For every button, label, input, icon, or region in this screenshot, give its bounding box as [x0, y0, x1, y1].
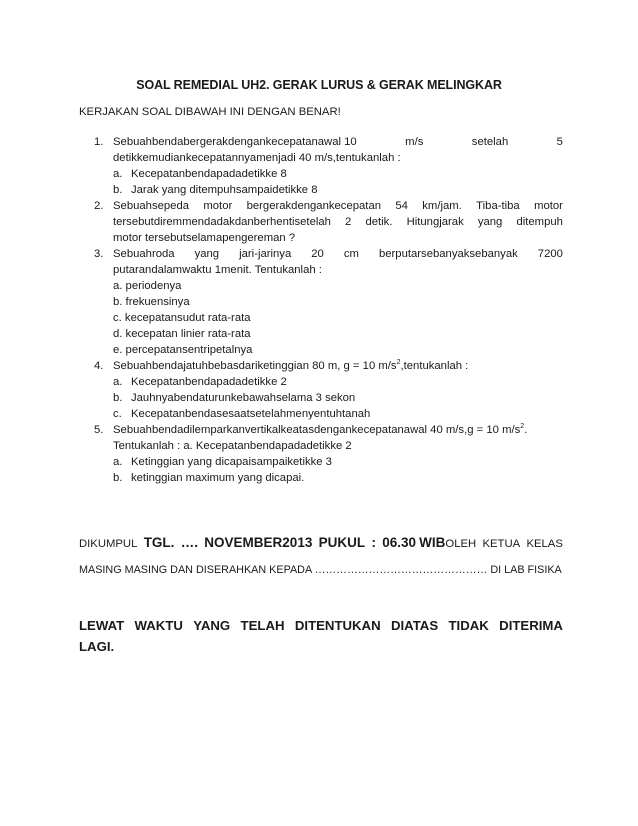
warning-word: YANG: [193, 618, 231, 633]
question-1b-text: Jarak yang ditempuhsampaidetikke 8: [131, 184, 318, 196]
question-2-word: Sebuahsepeda: [113, 200, 190, 212]
question-2-word: bergerakdengankecepatan: [246, 200, 382, 212]
question-2-line-2: [113, 215, 563, 229]
warning-word: WAKTU: [134, 618, 183, 633]
question-1a-label: a.: [113, 168, 123, 180]
question-4b-label: b.: [113, 392, 123, 404]
warning-word: TIDAK: [448, 618, 489, 633]
question-2-word: yang: [477, 216, 503, 228]
question-3-word: berputarsebanyaksebanyak: [378, 248, 518, 260]
question-3-line-1: [113, 247, 563, 261]
question-4c-label: c.: [113, 408, 122, 420]
question-3-word: cm: [343, 248, 359, 260]
warning-line-1: [79, 616, 563, 636]
question-5a-text: Ketinggian yang dicapaisampaiketikke 3: [131, 456, 332, 468]
question-1a-text: Kecepatanbendapadadetikke 8: [131, 168, 287, 180]
question-2-word: tersebutdiremmendadakdanberhentisetelah: [113, 216, 331, 228]
question-2-word: Tiba-tiba: [476, 200, 520, 212]
question-1-line-1: [113, 135, 563, 149]
submission-date: NOVEMBER2013: [204, 535, 313, 550]
question-5-number: 5.: [94, 424, 104, 436]
question-3-item-e: e. percepatansentripetalnya: [113, 344, 253, 356]
question-1-word: setelah: [471, 136, 509, 148]
submission-word: PUKUL: [318, 535, 366, 550]
question-3-item-d: d. kecepatan linier rata-rata: [113, 328, 251, 340]
question-5-text: Sebuahbendadilemparkanvertikalkeatasdengankecepatanawal 40 m/s,g = 10 m/s: [113, 424, 521, 436]
document-title: SOAL REMEDIAL UH2. GERAK LURUS & GERAK MELINGKAR: [136, 78, 502, 92]
warning-word: DITENTUKAN: [294, 618, 381, 633]
question-1-line-2: detikkemudiankecepatannyamenjadi 40 m/s,tentukanlah :: [113, 152, 401, 164]
question-3-line-2: putarandalamwaktu 1menit. Tentukanlah :: [113, 264, 322, 276]
submission-time: 06.30: [382, 535, 417, 550]
warning-word: LEWAT: [79, 618, 125, 633]
warning-word: TELAH: [240, 618, 285, 633]
question-3-word: jari-jarinya: [239, 248, 292, 260]
question-2-word: 2: [345, 216, 352, 228]
question-2-word: motor: [534, 200, 563, 212]
question-1-word: Sebuahbendabergerakdengankecepatanawal 10: [113, 136, 357, 148]
instruction-text: KERJAKAN SOAL DIBAWAH INI DENGAN BENAR!: [79, 106, 341, 118]
submission-word: :: [371, 535, 376, 550]
question-5b-label: b.: [113, 472, 123, 484]
question-4b-text: Jauhnyabendaturunkebawahselama 3 sekon: [131, 392, 356, 404]
warning-word: DIATAS: [390, 618, 439, 633]
submission-word: KETUA: [482, 538, 521, 550]
question-2-word: Hitungjarak: [406, 216, 464, 228]
question-4c-text: Kecepatanbendasesaatsetelahmenyentuhtanah: [131, 408, 371, 420]
question-2-word: ditempuh: [516, 216, 563, 228]
submission-line-1: [79, 536, 563, 551]
question-5a-label: a.: [113, 456, 123, 468]
question-4a-label: a.: [113, 376, 123, 388]
question-4a-text: Kecepatanbendapadadetikke 2: [131, 376, 287, 388]
question-1-word: m/s: [405, 136, 424, 148]
question-2-number: 2.: [94, 200, 104, 212]
submission-word: OLEH: [445, 538, 477, 550]
submission-word: KELAS: [526, 538, 563, 550]
question-2-line-3: motor tersebutselamapengereman ?: [113, 232, 296, 244]
question-3-word: 20: [311, 248, 324, 260]
question-5-line-2: Tentukanlah : a. Kecepatanbendapadadetikke 2: [113, 440, 352, 452]
question-3-item-b: b. frekuensinya: [113, 296, 190, 308]
submission-word: TGL.: [143, 535, 175, 550]
question-1-number: 1.: [94, 136, 104, 148]
warning-line-2: LAGI.: [79, 639, 115, 654]
question-1-word: 5: [556, 136, 563, 148]
question-2-word: motor: [203, 200, 233, 212]
question-5-text-end: .: [524, 424, 528, 436]
question-4-number: 4.: [94, 360, 104, 372]
question-2-word: km/jam.: [422, 200, 462, 212]
question-2-line-1: [113, 199, 563, 213]
question-3-item-c: c. kecepatansudut rata-rata: [113, 312, 251, 324]
question-1b-label: b.: [113, 184, 123, 196]
question-2-word: 54: [395, 200, 408, 212]
question-4-line-1: [113, 359, 468, 373]
superscript: 2: [396, 359, 401, 367]
question-3-word: Sebuahroda: [113, 248, 175, 260]
submission-word: ….: [180, 535, 198, 550]
question-4-text-end: ,tentukanlah :: [400, 360, 469, 372]
question-3-item-a: a. periodenya: [113, 280, 182, 292]
submission-time-group: [382, 536, 476, 551]
question-2-word: detik.: [365, 216, 393, 228]
question-3-word: 7200: [537, 248, 563, 260]
question-3-word: yang: [194, 248, 220, 260]
question-5b-text: ketinggian maximum yang dicapai.: [131, 472, 305, 484]
question-4-text: Sebuahbendajatuhbebasdariketinggian 80 m, g = 10 m/s: [113, 360, 397, 372]
warning-word: DITERIMA: [499, 618, 563, 633]
submission-word: DIKUMPUL: [79, 538, 138, 550]
submission-word: WIB: [419, 535, 446, 550]
submission-line-2: MASING MASING DAN DISERAHKAN KEPADA ………………………………………… DI LAB FISIKA: [79, 564, 562, 576]
superscript: 2: [520, 423, 525, 431]
question-3-number: 3.: [94, 248, 104, 260]
question-5-line-1: [113, 423, 563, 437]
